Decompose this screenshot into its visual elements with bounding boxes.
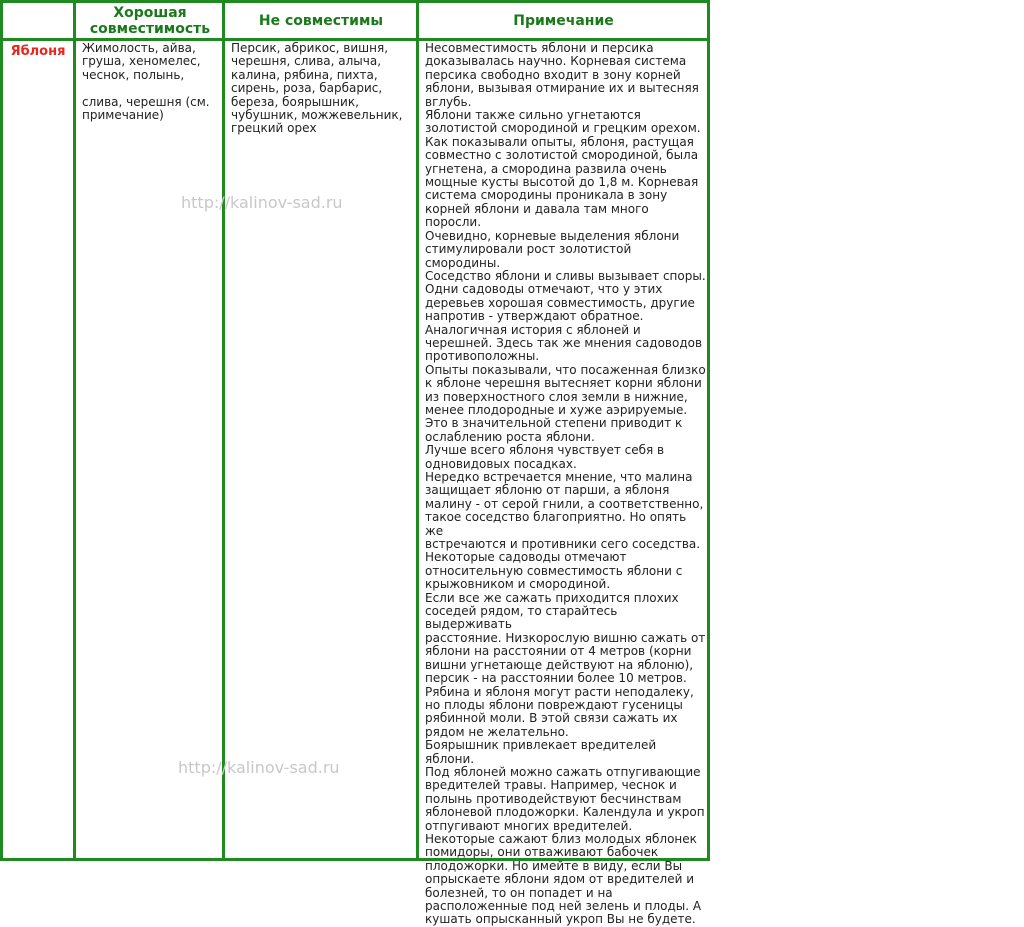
cell-incompatible: Персик, абрикос, вишня, черешня, слива, алыча, калина, рябина, пихта, сирень, роза, барбарис, береза, боярышник, чубушник, можжевельник, грецкий орех [231, 41, 403, 136]
border-col1 [73, 0, 76, 861]
border-col2 [222, 0, 225, 861]
header-good-compatibility: Хорошая совместимость [89, 4, 211, 37]
header-note: Примечание [513, 12, 614, 29]
cell-note: Несовместимость яблони и персика доказывалась научно. Корневая система персика свободно входит в зону корней яблони, вызывая отмирание их и вытесняя вглубь. Яблони также сильно угнетаются золотистой смородиной и грецким орехом. Как показывали опыты, яблоня, растущая совместно с золотистой смородиной, была угнетена, а смородина развила очень мощные кусты высотой до 1,8 м. Корневая система смородины проникала в зону корней яблони и давала там много поросли. Очевидно, корневые выделения яблони стимулировали рост золотистой смородины. Соседство яблони и сливы вызывает споры. Одни садоводы отмечают, что у этих деревьев хорошая совместимость, другие напротив - утверждают обратное. Аналогичная история с яблоней и черешней. Здесь так же мнения садоводов противоположны. Опыты показывали, что посаженная близко к яблоне черешня вытесняет корни яблони из поверхностного слоя земли в нижние, менее плодородные и хуже аэрируемые. Это в значительной степени приводит к ослаблению роста яблони. Лучше всего яблоня чувствует себя в одновидовых посадках. Нередко встречается мнение, что малина защищает яблоню от парши, а яблоня малину - от серой гнили, а соответственно, такое соседство благоприятно. Но опять же встречаются и противники сего соседства. Некоторые садоводы отмечают относительную совместимость яблони с крыжовником и смородиной. Если все же сажать приходится плохих соседей рядом, то старайтесь выдерживать расстояние. Низкорослую вишню сажать от яблони на расстоянии от 4 метров (корни вишни угнетающе действуют на яблоню), персик - на расстоянии более 10 метров. Рябина и яблоня могут расти неподалеку, но плоды яблони повреждают гусеницы рябинной моли. В этой связи сажать их рядом не желательно. Боярышник привлекает вредителей яблони. Под яблоней можно сажать отпугивающие вредителей травы. Например, чеснок и полынь противодействуют бесчинствам яблоневой плодожорки. Календула и укроп отпугивают многих вредителей. Некоторые сажают близ молодых яблонек помидоры, они отваживают бабочек плодожорки. Но имейте в виду, если Вы опрыскаете яблони ядом от вредителей и болезней, то он попадет и на расположенные под ней зелень и плоды. А кушать опрысканный укроп Вы не будете. [425, 41, 706, 927]
watermark-bottom: http://kalinov-sad.ru [178, 758, 340, 777]
border-left [0, 0, 3, 861]
header-incompatible: Не совместимы [258, 12, 384, 29]
row-plant-name: Яблоня [10, 44, 66, 59]
cell-good-compatibility: Жимолость, айва, груша, хеномелес, чеснок, полынь, слива, черешня (см. примечание) [82, 41, 210, 123]
border-col3 [416, 0, 419, 861]
watermark-top: http://kalinov-sad.ru [181, 193, 343, 212]
border-right [707, 0, 710, 861]
